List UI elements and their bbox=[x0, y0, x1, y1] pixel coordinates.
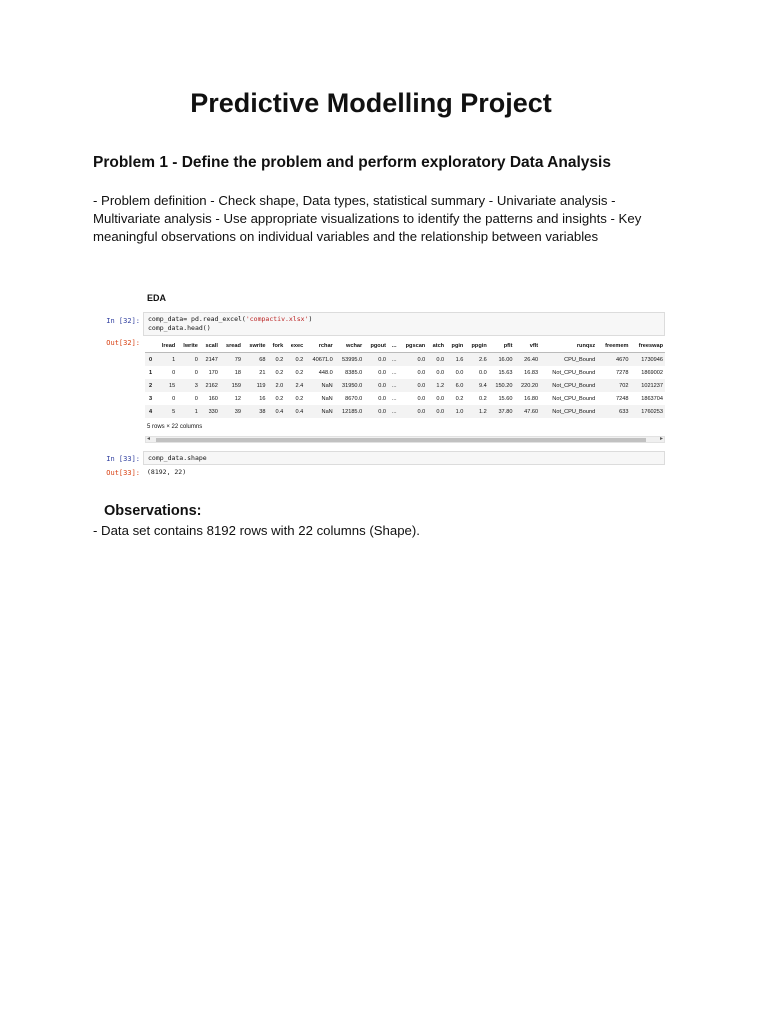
table-cell: 0.0 bbox=[436, 356, 445, 363]
table-cell: 1760253 bbox=[641, 408, 663, 415]
table-cell: 0 bbox=[194, 395, 198, 402]
column-header: exec bbox=[285, 339, 305, 353]
dataframe-header-row bbox=[145, 339, 665, 353]
table-cell: 0.4 bbox=[295, 408, 304, 415]
table-cell: 0.2 bbox=[275, 356, 284, 363]
table-cell: 4670 bbox=[616, 356, 629, 363]
table-cell: 38 bbox=[259, 408, 266, 415]
column-header: fork bbox=[268, 339, 286, 353]
code-cell-shape[interactable] bbox=[143, 451, 665, 465]
table-cell: 12185.0 bbox=[341, 408, 363, 415]
table-cell: 0 bbox=[194, 369, 198, 376]
table-cell: 0.0 bbox=[455, 369, 464, 376]
scrollbar-thumb[interactable] bbox=[156, 438, 646, 442]
table-cell: 5 bbox=[172, 408, 176, 415]
table-cell: 15 bbox=[169, 382, 176, 389]
table-cell: 7248 bbox=[616, 395, 629, 402]
column-header: atch bbox=[427, 339, 446, 353]
table-cell: ... bbox=[391, 356, 397, 363]
column-header: freeswap bbox=[630, 339, 665, 353]
table-cell: NaN bbox=[321, 408, 333, 415]
table-cell: 18 bbox=[234, 369, 241, 376]
column-header: ... bbox=[388, 339, 399, 353]
table-cell: Not_CPU_Bound bbox=[552, 382, 596, 389]
table-cell: 7278 bbox=[616, 369, 629, 376]
table-cell: 633 bbox=[619, 408, 629, 415]
problem-heading: Problem 1 - Define the problem and perform exploratory Data Analysis bbox=[93, 154, 611, 171]
row-index: 3 bbox=[149, 395, 153, 402]
dataframe-summary: 5 rows × 22 columns bbox=[147, 424, 203, 430]
code-cell-read-excel[interactable] bbox=[143, 312, 665, 336]
table-cell: 47.60 bbox=[524, 408, 539, 415]
table-row bbox=[145, 392, 665, 405]
table-cell: 68 bbox=[259, 356, 266, 363]
table-cell: 448.0 bbox=[318, 369, 333, 376]
column-header: pgscan bbox=[399, 339, 428, 353]
code-line-read-excel: comp_data= pd.read_excel('compactiv.xlsx') bbox=[148, 315, 313, 323]
table-cell: CPU_Bound bbox=[564, 356, 596, 363]
notebook-section-title: EDA bbox=[147, 293, 167, 303]
table-cell: 31950.0 bbox=[341, 382, 363, 389]
table-cell: 3 bbox=[194, 382, 198, 389]
table-cell: 6.0 bbox=[455, 382, 464, 389]
table-cell: 2147 bbox=[205, 356, 218, 363]
table-cell: 0.2 bbox=[455, 395, 464, 402]
table-cell: 26.40 bbox=[524, 356, 539, 363]
table-cell: 330 bbox=[208, 408, 218, 415]
in-prompt-33: In [33]: bbox=[106, 455, 140, 463]
document-title: Predictive Modelling Project bbox=[190, 88, 552, 118]
table-cell: 0.2 bbox=[478, 395, 487, 402]
table-cell: 15.60 bbox=[498, 395, 513, 402]
table-cell: 0.0 bbox=[436, 408, 445, 415]
table-cell: 0 bbox=[172, 395, 176, 402]
row-index: 1 bbox=[149, 369, 153, 376]
table-cell: 0.0 bbox=[378, 382, 386, 389]
table-cell: 0.0 bbox=[417, 395, 426, 402]
table-cell: 170 bbox=[208, 369, 218, 376]
row-index: 4 bbox=[149, 408, 153, 415]
table-cell: 1 bbox=[172, 356, 176, 363]
table-cell: 0.2 bbox=[295, 369, 304, 376]
table-row bbox=[145, 405, 665, 418]
table-cell: 0.0 bbox=[417, 382, 426, 389]
table-row bbox=[145, 379, 665, 392]
column-header: pgout bbox=[364, 339, 388, 353]
table-cell: ... bbox=[391, 369, 397, 376]
table-cell: 702 bbox=[619, 382, 629, 389]
horizontal-scrollbar[interactable] bbox=[145, 436, 665, 443]
table-cell: 2162 bbox=[205, 382, 218, 389]
in-prompt-32: In [32]: bbox=[106, 317, 140, 325]
table-cell: 0.2 bbox=[275, 395, 284, 402]
table-cell: 0 bbox=[172, 369, 176, 376]
dataframe-table bbox=[145, 339, 665, 418]
table-cell: 0.2 bbox=[295, 356, 304, 363]
table-cell: 0.0 bbox=[417, 369, 426, 376]
table-cell: 15.63 bbox=[498, 369, 513, 376]
column-header: freemem bbox=[597, 339, 630, 353]
table-cell: 0.0 bbox=[378, 408, 386, 415]
table-cell: 79 bbox=[234, 356, 241, 363]
table-cell: 8670.0 bbox=[345, 395, 363, 402]
table-cell: ... bbox=[391, 382, 397, 389]
table-cell: Not_CPU_Bound bbox=[552, 408, 596, 415]
table-cell: Not_CPU_Bound bbox=[552, 395, 596, 402]
column-header: pgin bbox=[446, 339, 465, 353]
table-cell: 1021237 bbox=[641, 382, 663, 389]
table-cell: 12 bbox=[234, 395, 241, 402]
table-row bbox=[145, 353, 665, 367]
table-cell: 0.0 bbox=[436, 395, 445, 402]
table-cell: 0.0 bbox=[378, 369, 386, 376]
table-cell: 0.4 bbox=[275, 408, 284, 415]
shape-output: (8192, 22) bbox=[147, 468, 187, 476]
table-cell: NaN bbox=[321, 395, 333, 402]
column-header: wchar bbox=[335, 339, 364, 353]
column-header: lwrite bbox=[177, 339, 200, 353]
table-cell: 40671.0 bbox=[312, 356, 333, 363]
table-cell: 1.0 bbox=[455, 408, 464, 415]
column-header bbox=[145, 339, 156, 353]
table-cell: 16 bbox=[259, 395, 266, 402]
table-cell: 0.0 bbox=[417, 356, 426, 363]
scroll-left-icon[interactable]: ◂ bbox=[147, 436, 151, 442]
table-cell: 1.6 bbox=[455, 356, 464, 363]
table-cell: 0.0 bbox=[378, 356, 386, 363]
table-cell: 53995.0 bbox=[341, 356, 363, 363]
column-header: ppgin bbox=[465, 339, 488, 353]
table-cell: 1 bbox=[194, 408, 198, 415]
observations-text: - Data set contains 8192 rows with 22 columns (Shape). bbox=[93, 523, 420, 538]
table-cell: 0.0 bbox=[436, 369, 445, 376]
table-cell: 150.20 bbox=[495, 382, 513, 389]
table-cell: 0.2 bbox=[295, 395, 304, 402]
table-cell: 1730946 bbox=[641, 356, 663, 363]
table-cell: 220.20 bbox=[521, 382, 539, 389]
table-cell: 1869002 bbox=[641, 369, 663, 376]
code-line-shape: comp_data.shape bbox=[148, 454, 207, 462]
table-cell: 119 bbox=[256, 382, 266, 389]
column-header: sread bbox=[220, 339, 243, 353]
table-cell: ... bbox=[391, 395, 397, 402]
row-index: 0 bbox=[149, 356, 153, 363]
table-cell: Not_CPU_Bound bbox=[552, 369, 596, 376]
out-prompt-32: Out[32]: bbox=[106, 339, 140, 347]
column-header: pflt bbox=[489, 339, 515, 353]
table-cell: 0.0 bbox=[478, 369, 487, 376]
column-header: runqsz bbox=[540, 339, 597, 353]
out-prompt-33: Out[33]: bbox=[106, 469, 140, 477]
row-index: 2 bbox=[149, 382, 153, 389]
table-cell: 39 bbox=[234, 408, 241, 415]
column-header: lread bbox=[156, 339, 177, 353]
table-cell: ... bbox=[391, 408, 397, 415]
table-cell: 2.0 bbox=[275, 382, 284, 389]
table-cell: 2.4 bbox=[295, 382, 304, 389]
table-cell: 9.4 bbox=[478, 382, 487, 389]
table-cell: 8385.0 bbox=[345, 369, 363, 376]
table-cell: 37.80 bbox=[498, 408, 513, 415]
code-line-head: comp_data.head() bbox=[148, 324, 211, 332]
table-cell: 2.6 bbox=[478, 356, 487, 363]
table-cell: 1863704 bbox=[641, 395, 663, 402]
table-cell: 21 bbox=[259, 369, 266, 376]
observations-heading: Observations: bbox=[104, 503, 202, 519]
table-cell: NaN bbox=[321, 382, 333, 389]
table-cell: 0.0 bbox=[417, 408, 426, 415]
table-cell: 16.83 bbox=[524, 369, 539, 376]
table-cell: 159 bbox=[231, 382, 241, 389]
table-cell: 16.80 bbox=[524, 395, 539, 402]
problem-description: - Problem definition - Check shape, Data types, statistical summary - Univariate analysis - Multivariate analysis - Use appropriate visualizations to identify the patterns and insights - Key meaningful observations on individual variables and the relationship between variables bbox=[93, 193, 642, 244]
column-header: vflt bbox=[514, 339, 540, 353]
column-header: rchar bbox=[305, 339, 334, 353]
column-header: scall bbox=[200, 339, 220, 353]
table-cell: 1.2 bbox=[436, 382, 445, 389]
table-cell: 0.0 bbox=[378, 395, 386, 402]
table-cell: 16.00 bbox=[498, 356, 513, 363]
table-cell: 1.2 bbox=[478, 408, 487, 415]
column-header: swrite bbox=[243, 339, 268, 353]
table-cell: 0 bbox=[194, 356, 198, 363]
table-row bbox=[145, 366, 665, 379]
table-cell: 160 bbox=[208, 395, 218, 402]
table-cell: 0.2 bbox=[275, 369, 284, 376]
scroll-right-icon[interactable]: ▸ bbox=[659, 436, 663, 442]
